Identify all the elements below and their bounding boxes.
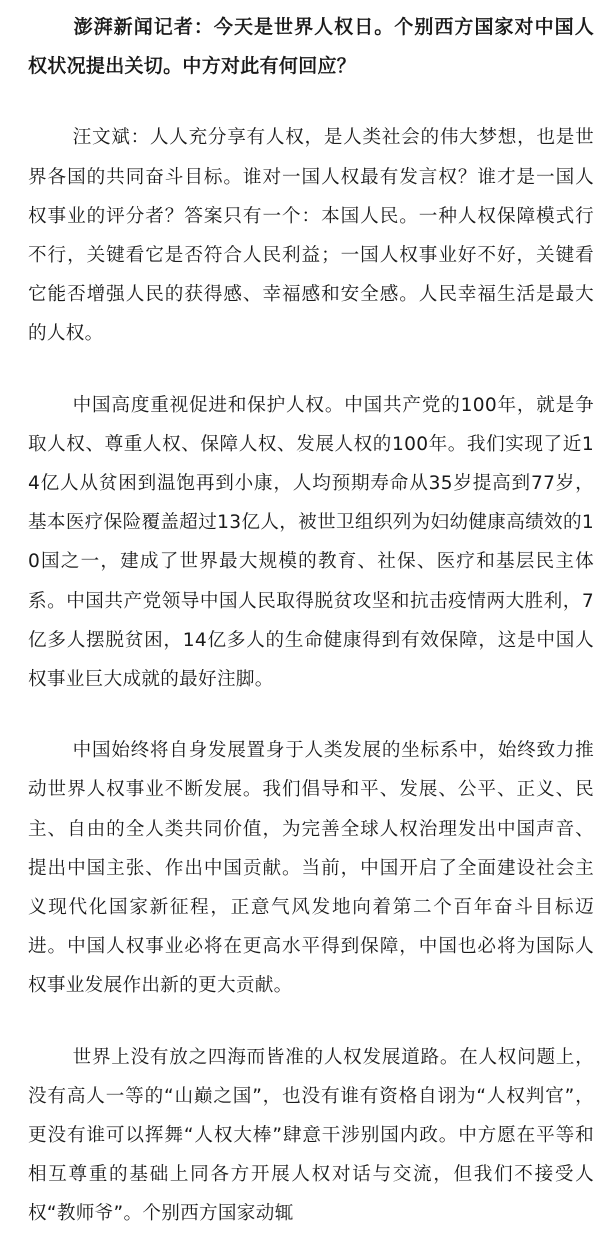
- answer-paragraph-2: 中国高度重视促进和保护人权。中国共产党的100年，就是争取人权、尊重人权、保障人权、发展人权的100年。我们实现了近14亿人从贫困到温饱再到小康，人均预期寿命从35岁提高到77岁，基本医疗保险覆盖超过13亿人，被世卫组织列为妇幼健康高绩效的10国之一，建成了世界最大规模的教育、社保、医疗和基层民主体系。中国共产党领导中国人民取得脱贫攻坚和抗击疫情两大胜利，7亿多人摆脱贫困，14亿多人的生命健康得到有效保障，这是中国人权事业巨大成就的最好注脚。: [28, 394, 594, 691]
- answer-paragraph-1: 汪文斌：人人充分享有人权，是人类社会的伟大梦想，也是世界各国的共同奋斗目标。谁对一国人权最有发言权？谁才是一国人权事业的评分者？答案只有一个：本国人民。一种人权保障模式行不行，关键看它是否符合人民利益；一国人权事业好不好，关键看它能否增强人民的获得感、幸福感和安全感。人民幸福生活是最大的人权。: [28, 127, 594, 345]
- answer-paragraph-3: 中国始终将自身发展置身于人类发展的坐标系中，始终致力推动世界人权事业不断发展。我们倡导和平、发展、公平、正义、民主、自由的全人类共同价值，为完善全球人权治理发出中国声音、提出中国主张、作出中国贡献。当前，中国开启了全面建设社会主义现代化国家新征程，正意气风发地向着第二个百年奋斗目标迈进。中国人权事业必将在更高水平得到保障，中国也必将为国际人权事业发展作出新的更大贡献。: [28, 740, 594, 997]
- reporter-question: 澎湃新闻记者：今天是世界人权日。个别西方国家对中国人权状况提出关切。中方对此有何回应？: [28, 16, 594, 78]
- answer-paragraph-4: 世界上没有放之四海而皆准的人权发展道路。在人权问题上，没有高人一等的“山巅之国”，也没有谁有资格自诩为“人权判官”，更没有谁可以挥舞“人权大棒”肆意干涉别国内政。中方愿在平等和相互尊重的基础上同各方开展人权对话与交流，但我们不接受人权“教师爷”。个别西方国家动辄: [28, 1046, 594, 1225]
